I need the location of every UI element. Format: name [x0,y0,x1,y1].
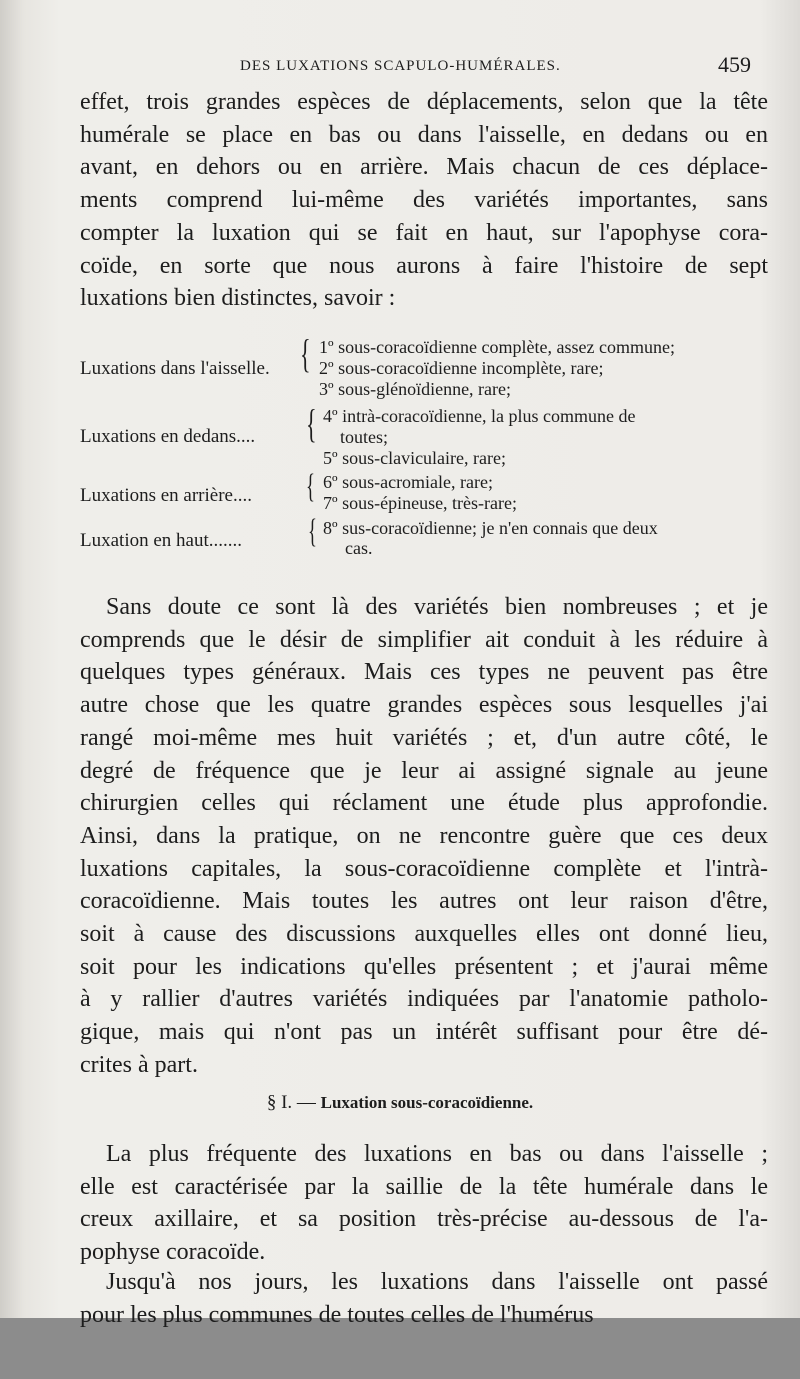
text-line [80,151,768,184]
line-text: gique, mais qui n'ont pas un intérêt suffisant pour être dé- [80,1019,768,1046]
line-text: chirurgien celles qui réclament une étude plus approfondie. [80,790,768,817]
section-title: Luxation sous-coracoïdienne. [320,1093,534,1112]
line-text: à y rallier d'autres variétés indiquées par l'anatomie patholo- [80,986,768,1013]
text-line [80,853,768,886]
text-line [80,1138,768,1171]
line-text: Jusqu'à nos jours, les luxations dans l'aisselle ont passé [106,1269,768,1295]
text-line [80,624,768,657]
variety-item: 7º sous-épineuse, très-rare; [323,493,518,513]
group-label-arriere: Luxations en arrière.... [80,485,252,506]
paragraph-definition [80,1138,768,1269]
text-line [80,86,768,119]
text-line [80,918,768,951]
brace-glyph: { [306,468,315,505]
line-text: La plus fréquente des luxations en bas ou dans l'aisselle ; [106,1141,768,1167]
line-text: crites à part. [80,1051,198,1078]
text-line [80,250,768,283]
line-text: comprends que le désir de simplifier ait conduit à les réduire à [80,626,768,653]
line-text: pophyse coracoïde. [80,1239,266,1266]
line-text: Ainsi, dans la pratique, on ne rencontre guère que ces deux [80,822,768,849]
line-text: compter la luxation qui se fait en haut, sur l'apophyse cora- [80,219,768,246]
text-line [80,689,768,722]
text-line [80,1299,768,1332]
variety-item: 2º sous-coracoïdienne incomplète, rare; [319,358,604,378]
variety-item: 4º intrà-coracoïdienne, la plus commune de [323,406,636,426]
variety-item: 8º sus-coracoïdienne; je n'en connais que deux [323,518,658,538]
line-text: coïde, en sorte que nous aurons à faire l'histoire de sept [80,252,768,279]
variety-item: 3º sous-glénoïdienne, rare; [319,379,512,399]
text-line [80,787,768,820]
variety-item: 6º sous-acromiale, rare; [323,472,494,492]
text-line [80,591,768,624]
line-text: creux axillaire, et sa position très-précise au-dessous de l'a- [80,1206,768,1233]
text-line [80,656,768,689]
text-line [80,820,768,853]
line-text: elle est caractérisée par la saillie de la tête humérale dans le [80,1173,768,1200]
text-line [80,119,768,152]
variety-item: toutes; [340,427,388,447]
paragraph-discussion [80,591,768,1082]
line-text: luxations bien distinctes, savoir : [80,285,396,312]
line-text: soit pour les indications qu'elles présentent ; et j'aurai même [80,953,768,980]
text-line [80,885,768,918]
text-line [80,722,768,755]
line-text: Sans doute ce sont là des variétés bien nombreuses ; et je [106,594,768,620]
line-text: quelques types généraux. Mais ces types ne peuvent pas être [80,659,768,686]
paragraph-history [80,1266,768,1331]
line-text: autre chose que les quatre grandes espèces sous lesquelles j'ai [80,692,768,719]
text-line [80,1049,768,1082]
text-line [80,951,768,984]
text-line [80,1171,768,1204]
brace-glyph: { [306,401,317,446]
text-line [80,1266,768,1299]
line-text: soit à cause des discussions auxquelles elles ont donné lieu, [80,921,768,948]
line-text: effet, trois grandes espèces de déplacements, selon que la tête [80,89,768,115]
text-line [80,1016,768,1049]
text-line [80,184,768,217]
brace-glyph: { [300,331,311,376]
text-line [80,1203,768,1236]
variety-item: cas. [345,538,373,558]
line-text: avant, en dehors ou en arrière. Mais chacun de ces déplace- [80,154,768,181]
line-text: coracoïdienne. Mais toutes les autres ont leur raison d'être, [80,888,768,915]
text-line [80,983,768,1016]
brace-glyph: { [308,513,317,550]
line-text: degré de fréquence que je leur ai assigné signale au jeune [80,757,768,784]
running-head: DES LUXATIONS SCAPULO-HUMÉRALES. [240,58,561,74]
line-text: pour les plus communes de toutes celles de l'humérus [80,1301,594,1328]
page-number: 459 [718,52,751,77]
section-number: § I. — [266,1092,321,1113]
section-heading [0,1092,800,1114]
text-line [80,282,768,315]
line-text: humérale se place en bas ou dans l'aisselle, en dedans ou en [80,121,768,148]
paragraph-intro [80,86,768,315]
text-line [80,217,768,250]
group-label-dedans: Luxations en dedans.... [80,426,256,447]
text-line [80,755,768,788]
line-text: luxations capitales, la sous-coracoïdienne complète et l'intrà- [80,855,768,882]
group-label-aisselle: Luxations dans l'aisselle. [80,358,270,379]
variety-item: 1º sous-coracoïdienne complète, assez commune; [319,337,675,357]
group-label-haut: Luxation en haut....... [80,530,242,551]
line-text: rangé moi-même mes huit variétés ; et, d'un autre côté, le [80,724,768,751]
variety-item: 5º sous-claviculaire, rare; [323,448,506,468]
line-text: ments comprend lui-même des variétés importantes, sans [80,187,768,214]
text-line [80,1236,768,1269]
